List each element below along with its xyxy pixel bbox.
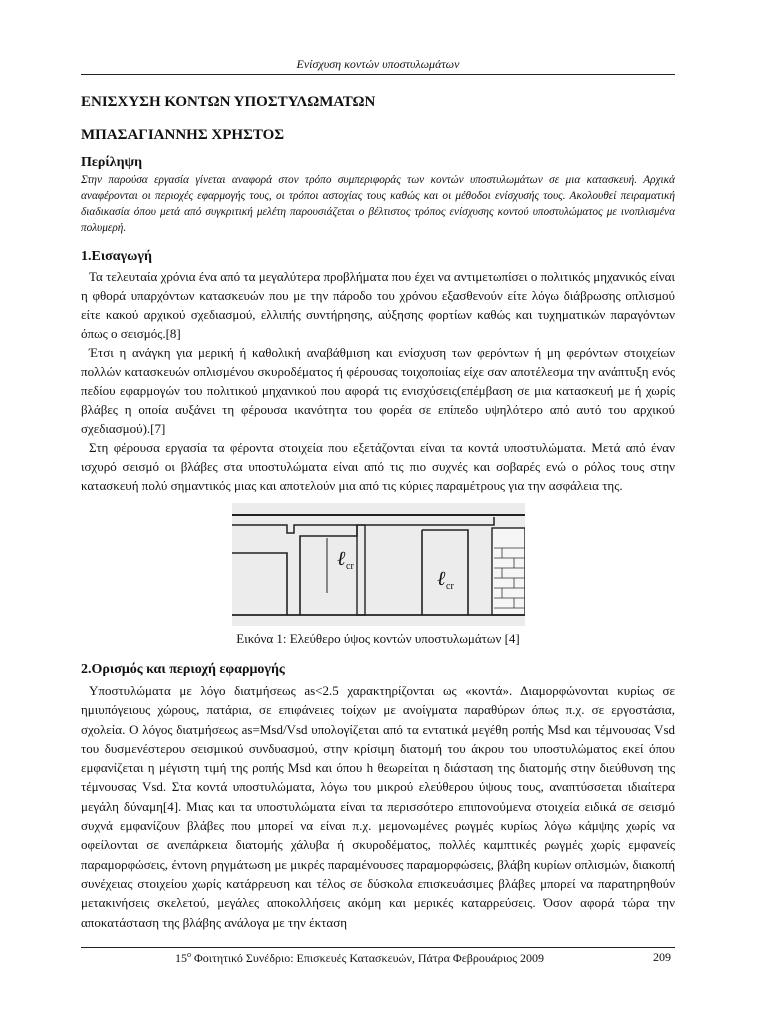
lcr-label-right-sub: cr <box>446 581 454 592</box>
abstract-text: Στην παρούσα εργασία γίνεται αναφορά στον τρόπο συμπεριφοράς των κοντών υποστυλωμάτων σε μια κατασκευή. Αρχικά αναφέρονται οι περιοχές εφαρμογής τους, οι τρόποι αστοχίας τους καθώς και οι μέθοδοι ενίσχυσής τους. Ακολουθεί πειραματική διαδικασία όπου μετά από συγκριτική μελέτη παρουσιάζεται ο βέλτιστος τρόπος ενίσχυσης κοντού υποστυλώματος με ινοπλισμένα πολυμερή. <box>81 174 675 234</box>
footer-rule <box>81 947 675 948</box>
header-rule <box>81 74 675 75</box>
lcr-label-left: ℓ <box>337 548 346 570</box>
page-number: 209 <box>653 950 671 964</box>
lcr-label-left-sub: cr <box>346 561 354 572</box>
paragraph: Στη φέρουσα εργασία τα φέροντα στοιχεία που εξετάζονται είναι τα κοντά υποστυλώματα. Μετά από έναν ισχυρό σεισμό οι βλάβες στα υποστυλώματα είναι από τις πιο συχνές και σοβαρές ενώ ο ρόλος τους στην κατασκευή πολύ σημαντικός μιας και αποτελούν μια από τις κύριες παραμέτρους για την ασφάλεια της. <box>81 440 675 493</box>
section-1-heading: 1.Εισαγωγή <box>81 249 152 264</box>
section-2-heading: 2.Ορισμός και περιοχή εφαρμογής <box>81 662 285 677</box>
figure-caption: Εικόνα 1: Ελεύθερο ύψος κοντών υποστυλωμάτων [4] <box>236 631 520 646</box>
abstract-heading: Περίληψη <box>81 155 143 170</box>
section-1-body <box>81 267 675 495</box>
paper-title: ΕΝΙΣΧΥΣΗ ΚΟΝΤΩΝ ΥΠΟΣΤΥΛΩΜΑΤΩΝ <box>81 94 376 110</box>
footer-conference <box>175 950 544 966</box>
running-header: Ενίσχυση κοντών υποστυλωμάτων <box>296 57 460 71</box>
footer-ordinal-sup: ο <box>187 950 191 959</box>
footer-ordinal: 15 <box>175 951 187 965</box>
section-2-body <box>81 681 675 932</box>
paper-page <box>81 0 675 1024</box>
paragraph: Τα τελευταία χρόνια ένα από τα μεγαλύτερα προβλήματα που έχει να αντιμετωπίσει ο πολιτικός μηχανικός είναι η φθορά υπαρχόντων κατασκευών που με την πάροδο του χρόνου εξασθενούν είτε λόγω διάβρωσης οπλισμού είτε κακού αρχικού σχεδιασμού, ελλιπής συντήρησης, αύξησης φορτίων καθώς και τυχηματικών παραγόντων όπως ο σεισμός.[8] <box>81 269 675 341</box>
footer-conference-text: Φοιτητικό Συνέδριο: Επισκευές Κατασκευών, Πάτρα Φεβρουάριος 2009 <box>191 951 545 965</box>
short-columns-figure <box>232 503 525 626</box>
paragraph: Έτσι η ανάγκη για μερική ή καθολική αναβάθμιση και ενίσχυση των φερόντων ή μη φερόντων στοιχείων πολλών κατασκευών οπλισμένου σκυροδέματος ή φέρουσας τοιχοποιίας είχε σαν αποτέλεσμα την ανάπτυξη ενός πεδίου εφαρμογών του πολιτικού μηχανικού που αφορά τις ενισχύσεις(επέμβαση σε μια κατασκευή με ή χωρίς βλάβες η οποία αυξάνει τη φέρουσα ικανότητα του φορέα σε επίπεδο υψηλότερο από αυτό του αρχικού σχεδιασμού).[7] <box>81 345 675 436</box>
author-name: ΜΠΑΣΑΓΙΑΝΝΗΣ ΧΡΗΣΤΟΣ <box>81 127 285 143</box>
paragraph: Υποστυλώματα με λόγο διατμήσεως as<2.5 χαρακτηρίζονται ως «κοντά». Διαμορφώνονται κυρίως σε ημιυπόγειους χώρους, πατάρια, σε επιφάνειες τοίχων με ανοίγματα παραθύρων όπως π.χ. σε εργοστάσια, σχολεία. Ο λόγος διατμήσεως as=Msd/Vsd υπολογίζεται από τα εντατικά μεγέθη ροπής Msd και τέμνουσας Vsd του δυσμενέστερου σεισμικού συνδυασμού, στην κρίσιμη διατομή του άκρου του υποστυλώματος εκεί όπου εμφανίζεται η μέγιστη τιμή της ροπής Msd και όπου h θεωρείται η διάσταση της διατομής στην διεύθυνση της τέμνουσας Vsd. Στα κοντά υποστυλώματα, λόγω του μικρού ελεύθερου ύψους τους, αναπτύσσεται ιδιαίτερα μεγάλη δύναμη[4]. Μιας και τα υποστυλώματα είναι τα περισσότερο επιπονούμενα στοιχεία ειδικά σε σεισμό συχνά εμφανίζουν βλάβες που μπορεί να είναι π.χ. μεμονωμένες ρωγμές κυρίως λόγω κάμψης χωρίς να οφείλονται σε ανεπάρκεια διατομής χάλυβα ή σκυροδέματος, πολλές καμπτικές ρωγμές χωρίς εμφανείς παραμορφώσεις, έντονη ρηγμάτωση με μικρές παραμένουσες παραμορφώσεις, βλάβη κυρίων οπλισμών, διακοπή συνέχειας στοιχείου χωρίς κατάρρευση και τέλος σε δύσκολα επισκευάσιμες βλάβες μπορεί να παρατηρηθούν μετακινήσεις σκελετού, μεγάλες αποκολλήσεις ακόμη και μερικές καταρρεύσεις. Όσον αφορά τώρα την αποκατάσταση της βλάβης ανάλογα με την έκταση <box>81 683 675 930</box>
figure-background <box>232 503 525 626</box>
lcr-label-right: ℓ <box>437 568 446 590</box>
brick-infill <box>492 528 525 615</box>
